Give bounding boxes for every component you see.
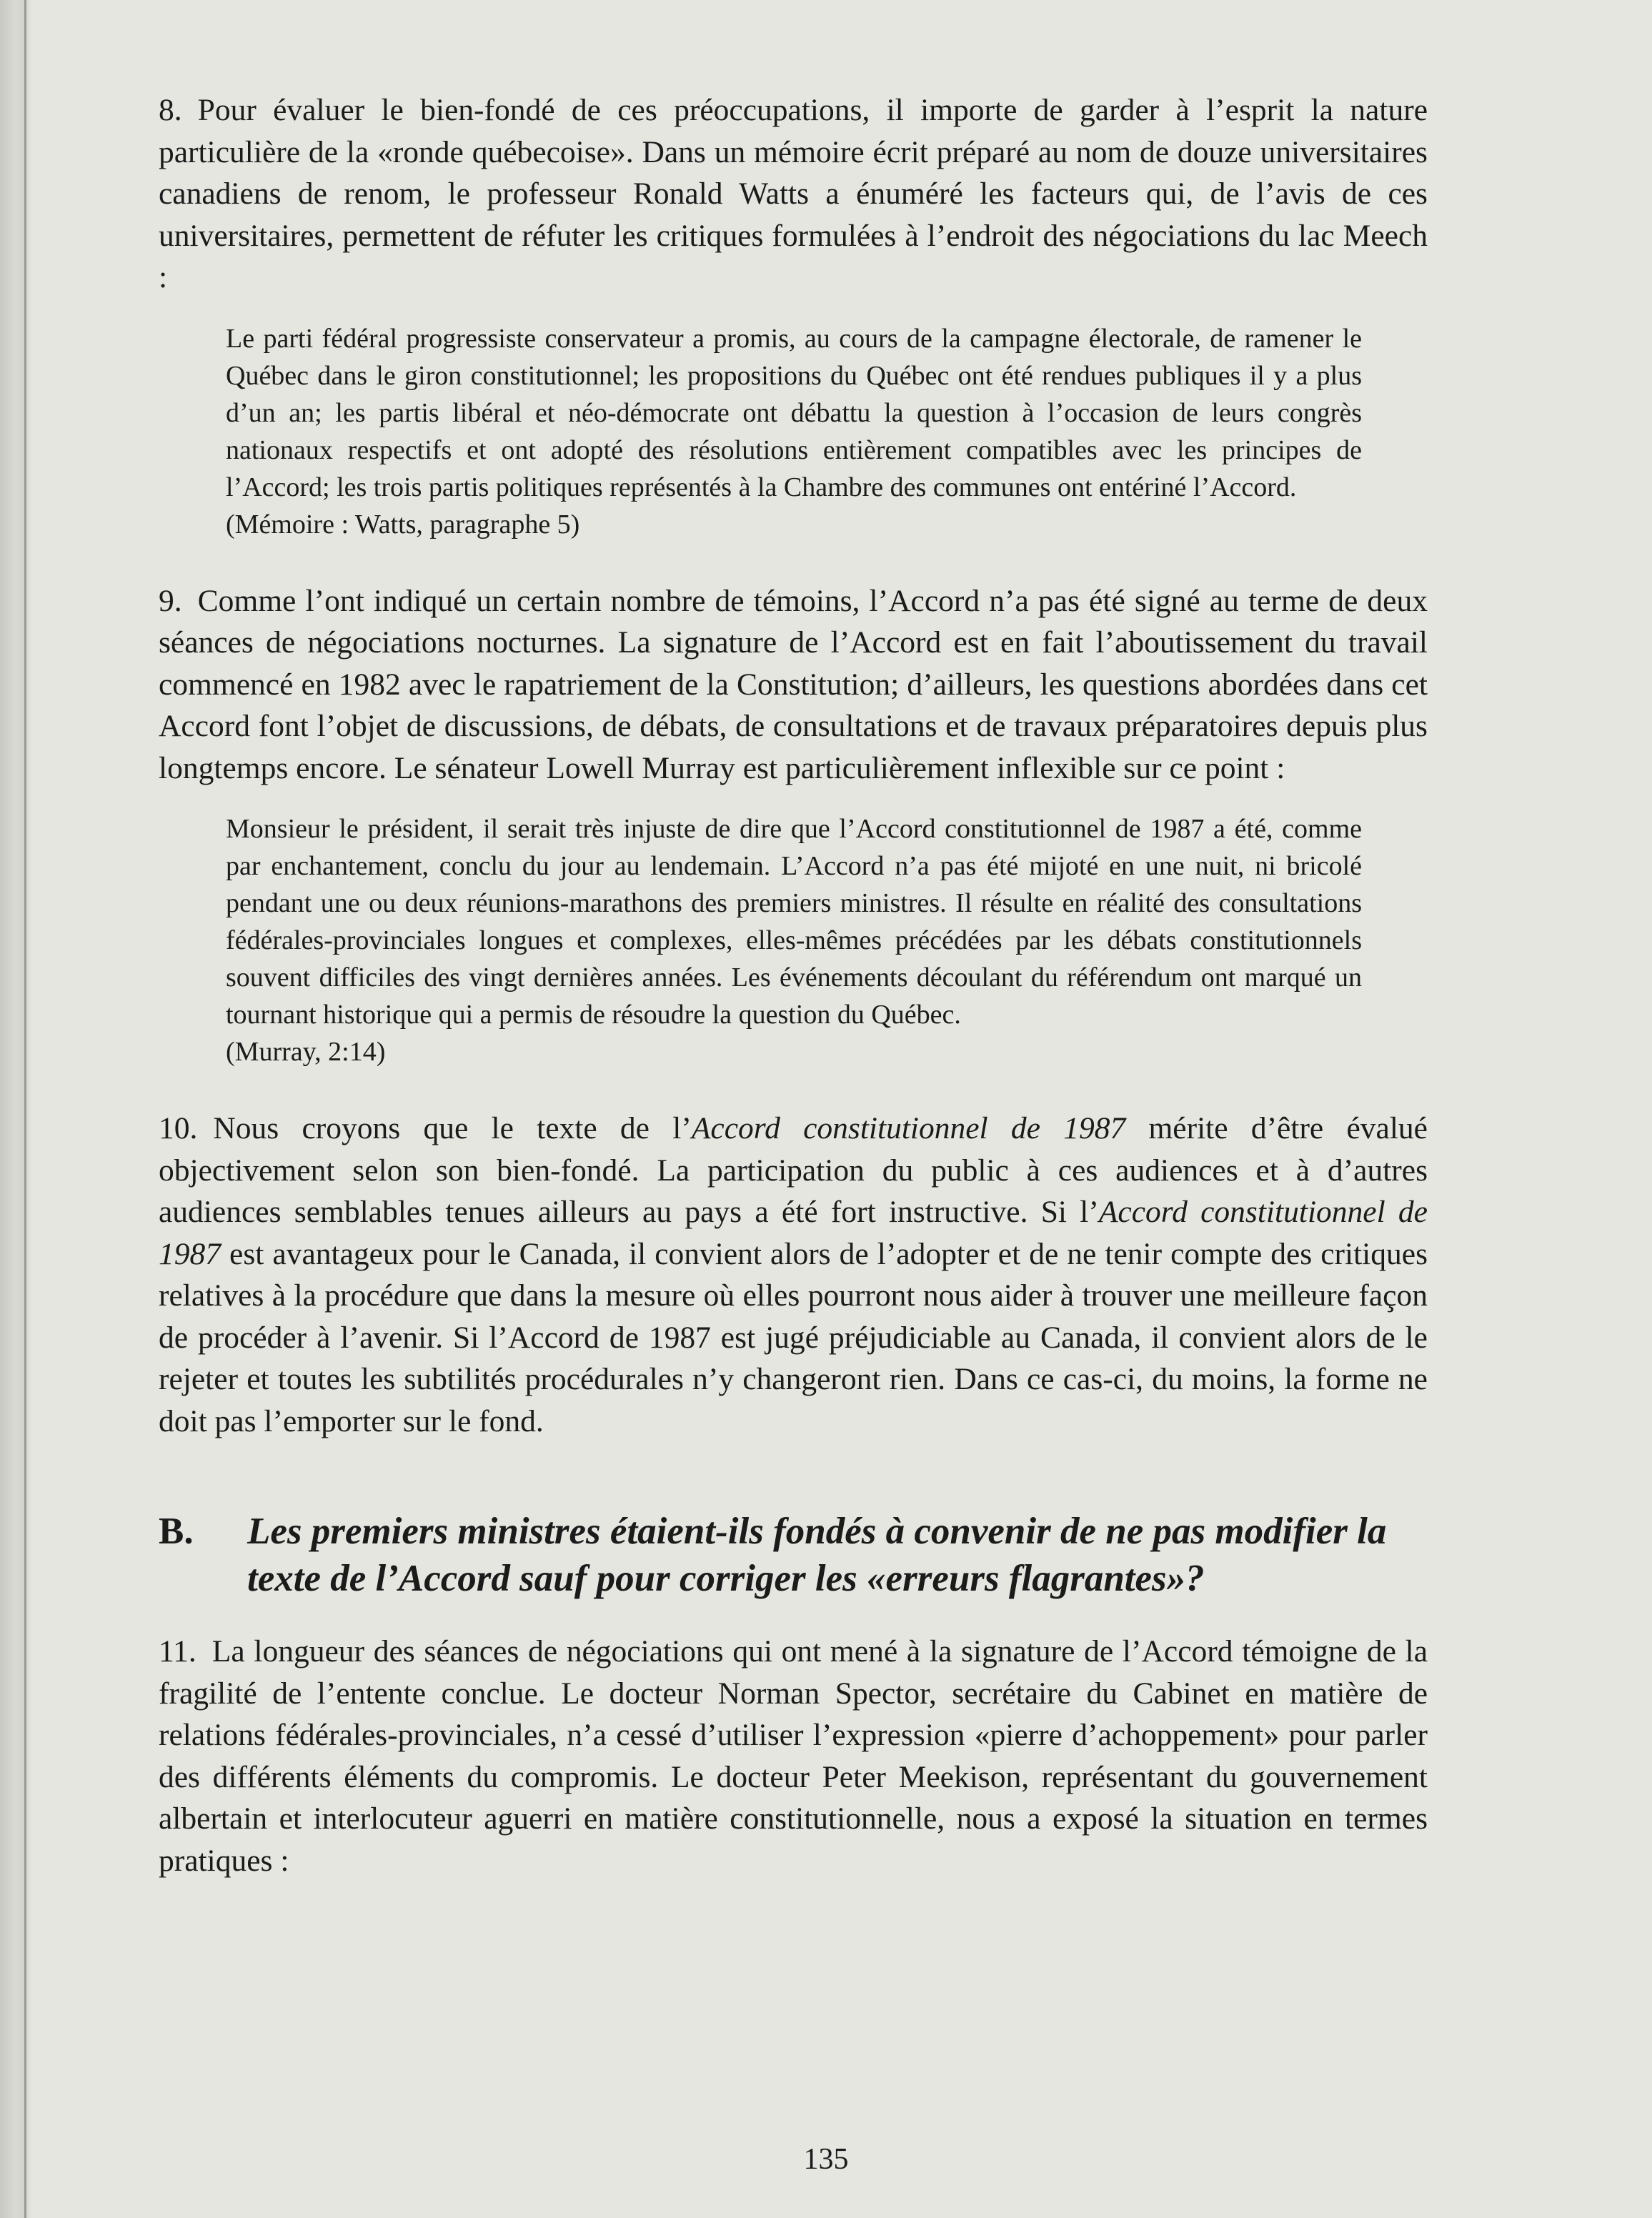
paragraph-9: [159, 580, 1428, 790]
quote-text: Le parti fédéral progressiste conservateur a promis, au cours de la campagne électorale, de ramener le Québec dans le giron constitutionnel; les propositions du Québec ont été rendues publiques il y a plus d’un an; les partis libéral et néo-démocrate ont débattu la question à l’occasion de leurs congrès nationaux respectifs et ont adopté des résolutions entièrement compatibles avec les principes de l’Accord; les trois partis politiques représentés à la Chambre des communes ont entériné l’Accord.: [226, 323, 1362, 502]
paragraph-text-part: mérite d’être évalué objectivement selon son bien-fondé. La participation du public à ces audiences et à d’autres audiences semblables tenues ailleurs au pays a été fort instructive. Si l’: [159, 1111, 1428, 1229]
paragraph-text: La longueur des séances de négociations qui ont mené à la signature de l’Accord témoigne de la fragilité de l’entente conclue. Le docteur Norman Spector, secrétaire du Cabinet en matière de relations fédérales-provinciales, n’a cessé d’utiliser l’expression «pierre d’achoppement» pour parler des différents éléments du compromis. Le docteur Peter Meekison, représentant du gouvernement albertain et interlocuteur aguerri en matière constitutionnelle, nous a exposé la situation en termes pratiques :: [159, 1634, 1428, 1878]
page-content: [159, 89, 1428, 1906]
italic-title: Accord constitutionnel de 1987: [691, 1111, 1126, 1145]
paragraph-text-part: Nous croyons que le texte de l’: [213, 1111, 692, 1145]
quote-text: Monsieur le président, il serait très injuste de dire que l’Accord constitutionnel de 1987 a été, comme par enchantement, conclu du jour au lendemain. L’Accord n’a pas été mijoté en une nuit, ni bricolé pendant une ou deux réunions-marathons des premiers ministres. Il résulte en réalité des consultations fédérales-provinciales longues et complexes, elles-mêmes précédées par les débats constitutionnels souvent difficiles des vingt dernières années. Les événements découlant du référendum ont marqué un tournant historique qui a permis de résoudre la question du Québec.: [226, 814, 1362, 1030]
paragraph-number: 11.: [159, 1634, 196, 1669]
section-letter: B.: [159, 1511, 194, 1552]
section-title: Les premiers ministres étaient-ils fondés à convenir de ne pas modifier la texte de l’Accord sauf pour corriger les «erreurs flagrantes»?: [247, 1511, 1387, 1599]
block-quote-murray: [226, 810, 1362, 1070]
paragraph-text: Comme l’ont indiqué un certain nombre de témoins, l’Accord n’a pas été signé au terme de deux séances de négociations nocturnes. La signature de l’Accord est en fait l’aboutissement du travail commencé en 1982 avec le rapatriement de la Constitution; d’ailleurs, les questions abordées dans cet Accord font l’objet de discussions, de débats, de consultations et de travaux préparatoires depuis plus longtemps encore. Le sénateur Lowell Murray est particulièrement inflexible sur ce point :: [159, 583, 1428, 785]
quote-citation: (Murray, 2:14): [226, 1037, 386, 1067]
paragraph-text-part: est avantageux pour le Canada, il convient alors de l’adopter et de ne tenir compte des critiques relatives à la procédure que dans la mesure où elles pourront nous aider à trouver une meilleure façon de procéder à l’avenir. Si l’Accord de 1987 est jugé préjudiciable au Canada, il convient alors de le rejeter et toutes les subtilités procédurales n’y changeront rien. Dans ce cas-ci, du moins, la forme ne doit pas l’emporter sur le fond.: [159, 1236, 1428, 1438]
paragraph-11: [159, 1631, 1428, 1881]
italic-title: Accord constitutionnel de 1987: [159, 1195, 1428, 1271]
page-number: 135: [803, 2143, 849, 2176]
block-quote-watts: [226, 320, 1362, 543]
quote-citation: (Mémoire : Watts, paragraphe 5): [226, 509, 580, 539]
paragraph-8: [159, 89, 1428, 299]
paragraph-10: [159, 1108, 1428, 1442]
section-heading-b: [159, 1508, 1428, 1602]
paragraph-text: Pour évaluer le bien-fondé de ces préoccupations, il importe de garder à l’esprit la nature particulière de la «ronde québecoise». Dans un mémoire écrit préparé au nom de douze universitaires canadiens de renom, le professeur Ronald Watts a énuméré les facteurs qui, de l’avis de ces universitaires, permettent de réfuter les critiques formulées à l’endroit des négociations du lac Meech :: [159, 93, 1428, 294]
paragraph-number: 10.: [159, 1111, 198, 1145]
paragraph-number: 9.: [159, 583, 182, 618]
page-binding-edge: [0, 0, 31, 2218]
paragraph-number: 8.: [159, 93, 182, 127]
